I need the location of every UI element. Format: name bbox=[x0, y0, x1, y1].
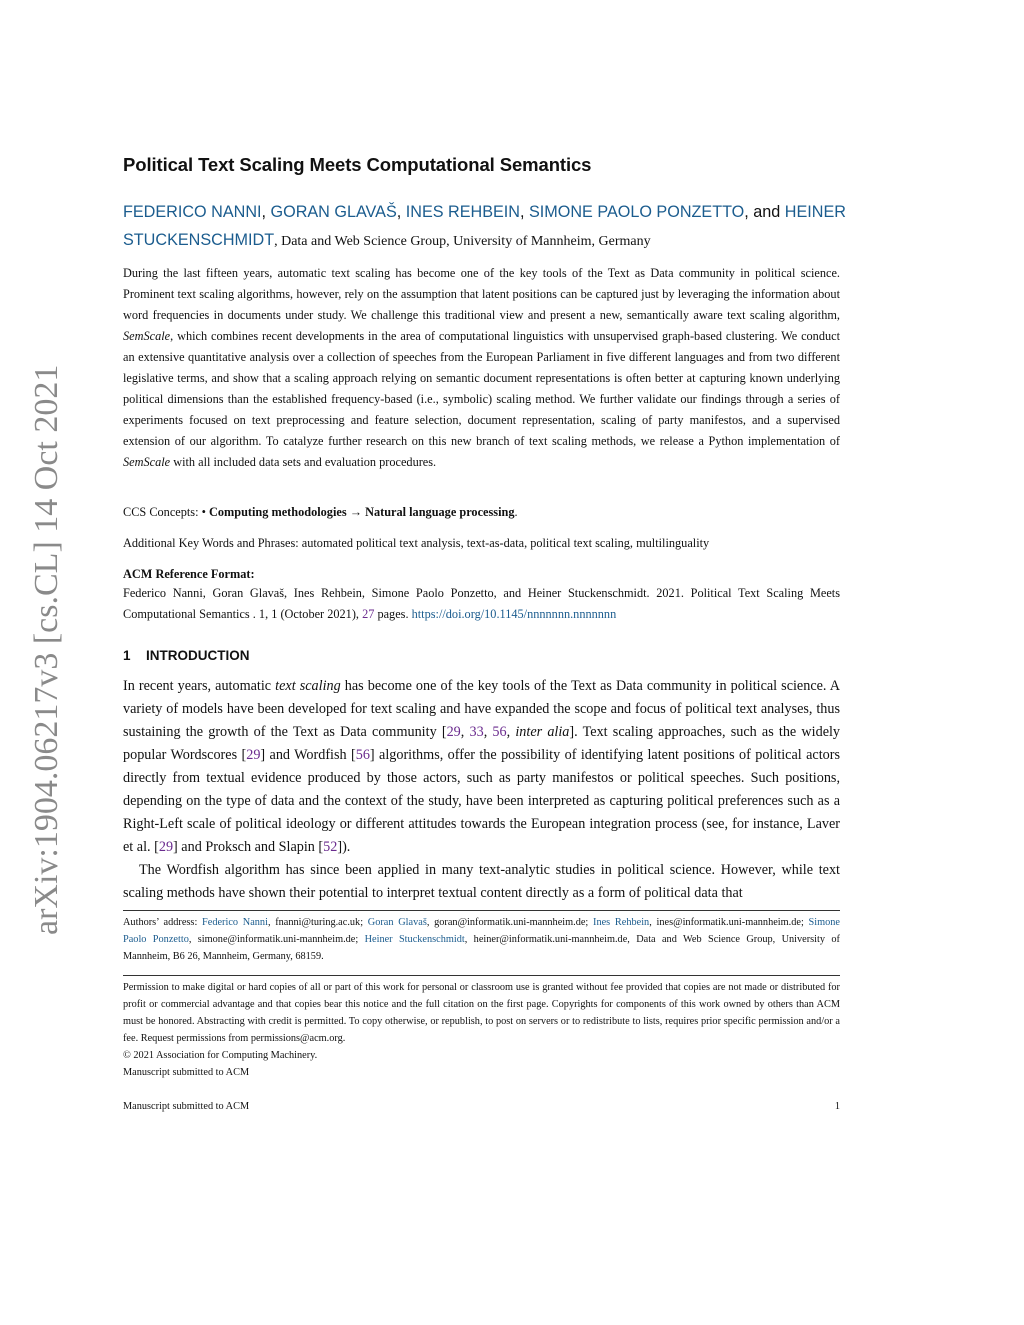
keywords: Additional Key Words and Phrases: automated political text analysis, text-as-data, political text scaling, multilinguality bbox=[123, 536, 710, 550]
doi-link[interactable]: https://doi.org/10.1145/nnnnnnn.nnnnnnn bbox=[411, 607, 617, 621]
citation-link[interactable]: 29 bbox=[246, 747, 261, 763]
author-email: , ines@informatik.uni-mannheim.de; bbox=[649, 917, 809, 928]
page-count-link[interactable]: 27 bbox=[362, 607, 375, 621]
author-email: , simone@informatik.uni-mannheim.de; bbox=[188, 934, 365, 945]
author-separator: , bbox=[261, 203, 271, 221]
abstract-text: During the last fifteen years, automatic text scaling has become one of the key tools of the Text as Data community in political science. Prominent text scaling algorithms, however, rely on the assumption that latent positions can be captured just by leveraging the information about word frequencies in documents under study. We challenge this traditional view and present a new, semantically aware text scaling algorithm, bbox=[123, 266, 840, 322]
author-separator: , bbox=[396, 203, 406, 221]
ccs-period: . bbox=[514, 505, 518, 519]
manuscript-notice: Manuscript submitted to ACM bbox=[123, 1067, 250, 1078]
abstract-text: with all included data sets and evaluation procedures. bbox=[170, 455, 437, 469]
emphasis-term: text scaling bbox=[275, 678, 341, 694]
citation-link[interactable]: 52 bbox=[323, 839, 338, 855]
footnote-divider bbox=[123, 910, 840, 911]
body-text: ]). bbox=[337, 839, 351, 855]
algorithm-name: SemScale bbox=[123, 455, 171, 469]
body-text: ] and Proksch and Slapin [ bbox=[173, 839, 324, 855]
ccs-subconcept: Natural language processing bbox=[365, 505, 515, 519]
author-link[interactable]: Federico Nanni bbox=[202, 917, 268, 928]
body-paragraph: The Wordfish algorithm has since been applied in many text-analytic studies in political science. However, while text scaling methods have shown their potential to interpret textual content directly as a form of political data that bbox=[123, 862, 840, 901]
ccs-label: CCS Concepts: • bbox=[123, 505, 209, 519]
author-link[interactable]: Ines Rehbein bbox=[593, 917, 650, 928]
author-link[interactable]: Goran Glavaš bbox=[367, 917, 427, 928]
citation-separator: , bbox=[460, 724, 470, 740]
author-link[interactable]: Heiner Stuckenschmidt bbox=[364, 934, 465, 945]
authors-address-footnote bbox=[123, 914, 840, 965]
page-number: 1 bbox=[834, 1101, 840, 1112]
arxiv-identifier-stamp: arXiv:1904.06217v3 [cs.CL] 14 Oct 2021 bbox=[28, 364, 65, 935]
footer-venue: Manuscript submitted to ACM bbox=[123, 1101, 250, 1112]
ccs-arrow: → bbox=[346, 505, 366, 519]
author-separator: , bbox=[520, 203, 529, 221]
citation-link[interactable]: 29 bbox=[158, 839, 174, 855]
citation-link[interactable]: 56 bbox=[492, 724, 507, 740]
body-text: In recent years, automatic bbox=[123, 678, 276, 694]
emphasis-term: inter alia bbox=[515, 724, 570, 740]
ccs-concept: Computing methodologies bbox=[208, 505, 347, 519]
section-title: INTRODUCTION bbox=[146, 648, 250, 663]
citation-link[interactable]: 33 bbox=[469, 724, 484, 740]
author-separator: , and bbox=[744, 203, 785, 221]
author-email: , fnanni@turing.ac.uk; bbox=[267, 917, 368, 928]
algorithm-name: SemScale bbox=[123, 329, 171, 343]
author-affiliation: , Data and Web Science Group, University of Mannheim, Germany bbox=[274, 234, 651, 249]
acm-reference bbox=[123, 583, 840, 625]
body-paragraph bbox=[123, 675, 840, 859]
author-email: , goran@informatik.uni-mannheim.de; bbox=[426, 917, 594, 928]
footnote-label: Authors’ address: bbox=[123, 917, 203, 928]
abstract-text: , which combines recent developments in the area of computational linguistics with unsupervised graph-based clustering. We conduct an extensive quantitative analysis over a collection of speeches from the European Parliament in five different languages and from two different legislative terms, and show that a scaling approach relying on semantic document representations is often better at capturing known underlying political dimensions than the established frequency-based (i.e., symbolic) scaling method. We further validate our findings through a series of experiments focused on text preprocessing and feature selection, document representation, scaling of party manifestos, and a supervised extension of our algorithm. To catalyze further research on this new branch of text scaling methods, we release a Python implementation of bbox=[123, 329, 840, 448]
author-link[interactable]: GORAN GLAVAŠ bbox=[270, 203, 397, 221]
author-link[interactable]: INES REHBEIN bbox=[405, 203, 520, 221]
acm-reference-text: Federico Nanni, Goran Glavaš, Ines Rehbein, Simone Paolo Ponzetto, and Heiner Stuckenschmidt. 2021. Political Text Scaling Meets Computational Semantics . 1, 1 (October 2021), bbox=[123, 586, 840, 621]
acm-reference-heading: ACM Reference Format: bbox=[123, 567, 255, 581]
ccs-concepts bbox=[123, 502, 840, 523]
body-text: ] and Wordfish [ bbox=[260, 747, 356, 763]
body-text: ]. Text scaling approaches, such as the widely popular Wordscores [ bbox=[123, 724, 841, 763]
copyright-notice: © 2021 Association for Computing Machinery. bbox=[123, 1050, 318, 1061]
permission-notice: Permission to make digital or hard copies of all or part of this work for personal or classroom use is granted without fee provided that copies are not made or distributed for profit or commercial advantage and that copies bear this notice and the full citation on the first page. Copyrights for components of this work owned by others than ACM must be honored. Abstracting with credit is permitted. To copy otherwise, or republish, to post on servers or to redistribute to lists, requires prior specific permission and/or a fee. Request permissions from permissions@acm.org. bbox=[123, 982, 840, 1044]
author-link[interactable]: FEDERICO NANNI bbox=[123, 203, 262, 221]
footnote-divider bbox=[123, 975, 840, 976]
citation-link[interactable]: 29 bbox=[446, 724, 461, 740]
introduction-body bbox=[123, 675, 840, 905]
author-link[interactable]: HEINER STUCKENSCHMIDT bbox=[123, 203, 846, 249]
body-text: ] algorithms, offer the possibility of identifying latent positions of political actors directly from textual evidence produced by those actors, such as party manifestos or political speeches. Such positions, depending on the type of data and the context of the study, have been interpreted as capturing political preferences such as a Right-Left scale of political ideology or different attitudes towards the European integration process (see, for instance, Laver et al. [ bbox=[123, 747, 840, 855]
abstract bbox=[123, 263, 840, 473]
page-footer bbox=[123, 1101, 840, 1112]
acm-reference-text: pages. bbox=[374, 607, 412, 621]
author-link[interactable]: SIMONE PAOLO PONZETTO bbox=[529, 203, 745, 221]
author-link[interactable]: Simone Paolo Ponzetto bbox=[123, 917, 840, 945]
paper-title: Political Text Scaling Meets Computational Semantics bbox=[123, 154, 592, 175]
section-heading bbox=[123, 648, 250, 663]
author-list bbox=[123, 198, 863, 256]
section-number: 1 bbox=[123, 648, 131, 663]
citation-separator: , bbox=[483, 724, 493, 740]
author-email: , heiner@informatik.uni-mannheim.de, Data and Web Science Group, University of Mannheim, B6 26, Mannheim, Germany, 68159. bbox=[123, 934, 840, 962]
body-text: has become one of the key tools of the Text as Data community in political science. A variety of models have been developed for text scaling and have expanded the scope and focus of political text analyses, thus sustaining the growth of the Text as Data community [ bbox=[123, 678, 840, 740]
citation-separator: , bbox=[506, 724, 516, 740]
citation-link[interactable]: 56 bbox=[355, 747, 370, 763]
